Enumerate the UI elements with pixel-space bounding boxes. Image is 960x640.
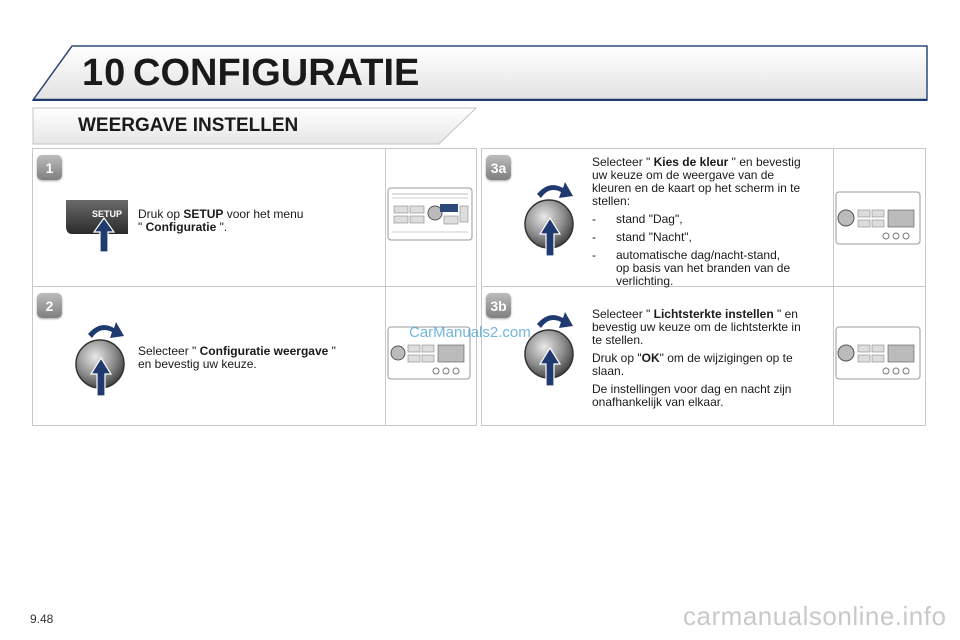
step-badge-3a: 3a [486, 155, 511, 180]
step-2-text: Selecteer " Configuratie weergave " en bevestig uw keuze. [138, 344, 336, 371]
step-3a-text: Selecteer " Kies de kleur " en bevestig uw keuze om de weergave van de kleuren en de kaart op het scherm in te stellen: [592, 155, 801, 208]
chapter-number: 10 [82, 52, 127, 94]
setup-button-label: SETUP [92, 209, 123, 219]
chapter-title: CONFIGURATIE [133, 52, 420, 94]
step-3b-text-3: De instellingen voor dag en nacht zijn onafhankelijk van elkaar. [592, 382, 792, 409]
step-3b-text: Selecteer " Lichtsterkte instellen " en bevestig uw keuze om de lichtsterkte in te stellen. [592, 307, 801, 347]
rotary-knob-illustration-3a [519, 176, 583, 256]
step-3b-text-2: Druk op "OK" om de wijzigingen op te slaan. [592, 351, 793, 378]
step-3b-content [592, 308, 827, 409]
radio-unit-illustration-3a [834, 190, 922, 246]
step-badge-3b: 3b [486, 293, 511, 318]
step-badge-2: 2 [37, 293, 62, 318]
site-watermark: carmanualsonline.info [683, 601, 947, 631]
list-item: - stand "Nacht", [592, 230, 692, 244]
setup-button-illustration [62, 196, 132, 254]
page-number: 9.48 [30, 612, 54, 626]
step-1-text: Druk op SETUP voor het menu " Configuratie ". [138, 207, 304, 234]
step-badge-1: 1 [37, 155, 62, 180]
section-title: WEERGAVE INSTELLEN [78, 115, 299, 136]
list-item: - automatische dag/nacht-stand, op basis van het branden van de verlichting. [592, 248, 791, 288]
left-panel-row-divider [32, 286, 477, 287]
list-item: - stand "Dag", [592, 212, 683, 226]
rotary-knob-illustration-2 [70, 316, 134, 396]
watermark-text: CarManuals2.com [409, 324, 531, 341]
rotary-knob-illustration-3b [519, 306, 583, 386]
radio-unit-illustration-1 [386, 186, 474, 242]
step-3a-content [592, 156, 827, 288]
radio-unit-illustration-3b [834, 325, 922, 381]
